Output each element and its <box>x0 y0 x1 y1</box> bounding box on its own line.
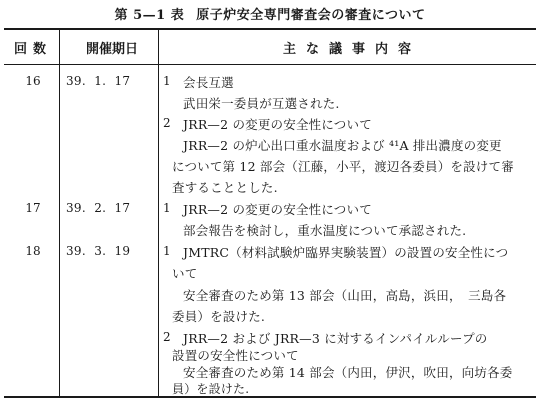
session-date: 39. 2. 17 <box>66 201 131 215</box>
bottom-rule <box>4 396 536 398</box>
header-session-no: 回数 <box>13 42 52 57</box>
table-title <box>0 4 540 23</box>
table-caption: 原子炉安全専門審査会の審査について <box>196 8 426 23</box>
table-number: 第 5—1 表 <box>114 8 185 23</box>
header-matters: 主な議事内容 <box>282 42 421 57</box>
top-rule <box>4 28 536 30</box>
item-number: 1 <box>163 74 171 88</box>
item-text: 査することとした. <box>172 180 278 195</box>
header-rule <box>4 64 536 65</box>
header-date: 開催期日 <box>85 42 138 57</box>
item-number: 1 <box>163 244 171 258</box>
item-heading: JMTRC（材料試験炉臨界実験装置）の設置の安全性につ <box>183 245 509 260</box>
item-number: 2 <box>163 116 171 130</box>
session-date: 39. 3. 19 <box>66 244 131 258</box>
item-text: について第 12 部会（江藤，小平，渡辺各委員）を設けて審 <box>172 159 514 174</box>
item-heading: JRR—2 の変更の安全性について <box>183 202 372 217</box>
column-divider-1 <box>59 30 60 396</box>
session-no: 17 <box>25 201 41 215</box>
item-text: 設置の安全性について <box>172 348 299 364</box>
item-number: 1 <box>163 201 171 215</box>
session-no: 16 <box>25 74 41 88</box>
column-divider-2 <box>158 30 159 396</box>
item-number: 2 <box>163 329 171 344</box>
item-text: 安全審査のため第 13 部会（山田，高島，浜田， 三島各 <box>183 288 507 303</box>
item-text: 安全審査のため第 14 部会（内田，伊沢，吹田，向坊各委 <box>183 365 513 381</box>
item-heading: 会長互選 <box>183 75 234 90</box>
item-text: 委員）を設けた. <box>172 309 266 324</box>
session-no: 18 <box>25 244 41 258</box>
item-heading: JRR—2 および JRR—3 に対するインパイルループの <box>183 331 488 346</box>
item-text: 部会報告を検討し，重水温度について承認された. <box>183 223 467 238</box>
session-date: 39. 1. 17 <box>66 74 131 88</box>
item-text: JRR—2 の炉心出口重水温度および ⁴¹A 排出濃度の変更 <box>183 138 502 153</box>
item-heading: JRR—2 の変更の安全性について <box>183 117 372 132</box>
item-text: いて <box>172 266 198 281</box>
item-text: 員）を設けた. <box>172 382 250 396</box>
item-text: 武田栄一委員が互選された. <box>183 96 340 111</box>
